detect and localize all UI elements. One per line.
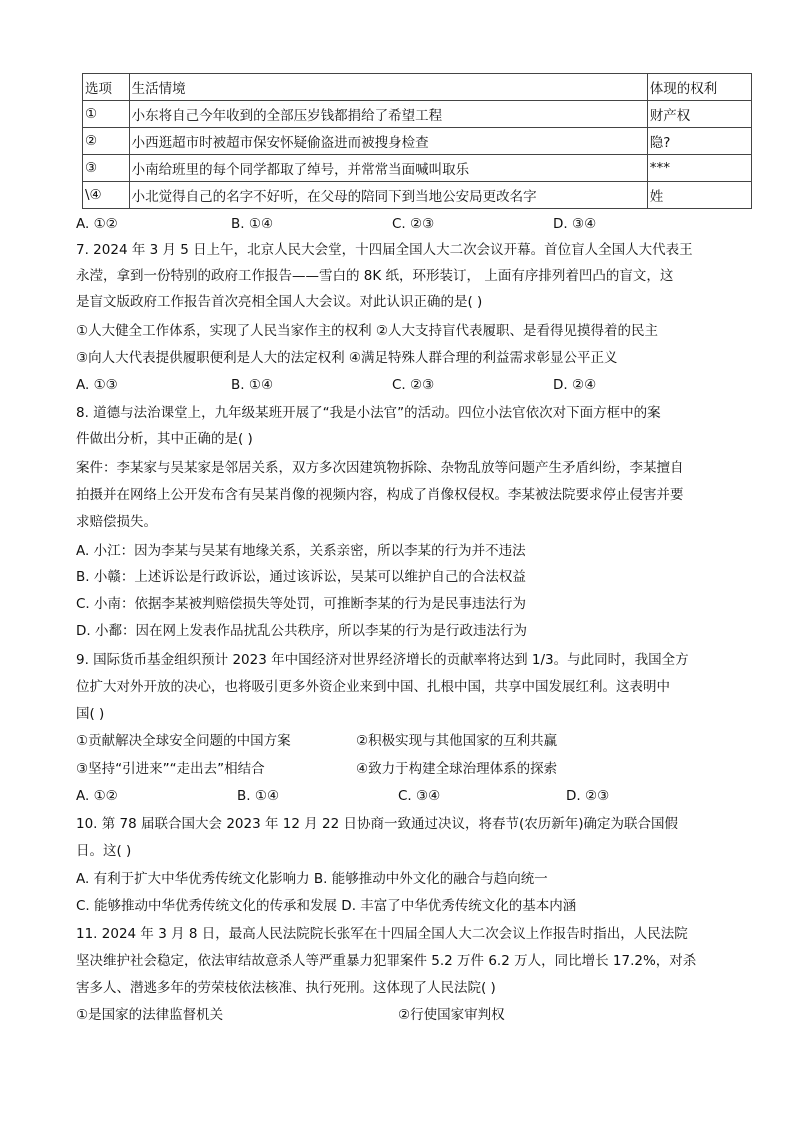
q9-stem-line: 位扩大对外开放的决心，也将吸引更多外资企业来到中国、扎根中国，共享中国发展红利。这表明中 [76,679,670,695]
table-cell: 小西逛超市时被超市保安怀疑偷盗进而被搜身检查 [129,128,647,155]
table-cell: ② [83,128,130,155]
q10-choice-ab: A. 有利于扩大中华优秀传统文化影响力 B. 能够推动中外文化的融合与趋向统一 [76,871,548,887]
table-header-row [83,74,752,101]
q8-case-line: 案件：李某家与吴某家是邻居关系，双方多次因建筑物拆除、杂物乱放等问题产生矛盾纠纷，李某擅自 [76,460,684,476]
q9-option-b: B. ①④ [237,788,280,804]
table-cell: 财产权 [647,101,751,128]
table-row [83,182,752,209]
q7-option-a: A. ①③ [76,377,118,393]
q9-option-c: C. ③④ [398,788,441,804]
q10-stem-line: 10. 第 78 届联合国大会 2023 年 12 月 22 日协商一致通过决议，将春节(农历新年)确定为联合国假 [76,816,679,832]
q6-option-c: C. ②③ [392,216,435,232]
q11-statement: ①是国家的法律监督机关 [76,1007,224,1023]
q10-stem-line: 日。这( ) [76,843,132,859]
table-cell: 隐? [647,128,751,155]
table-header-cell: 选项 [83,74,130,101]
q9-statement: ②积极实现与其他国家的互利共赢 [356,733,558,749]
q7-stem-line: 是盲文版政府工作报告首次亮相全国人大会议。对此认识正确的是( ) [76,294,483,310]
q11-stem-line: 坚决维护社会稳定，依法审结故意杀人等严重暴力犯罪案件 5.2 万件 6.2 万人，同比增长 17.2%，对杀 [76,953,697,969]
table-cell: \④ [83,182,130,209]
table-header-cell: 生活情境 [129,74,647,101]
q9-statement: ③坚持“引进来”“走出去”相结合 [76,761,265,777]
q8-choice-c: C. 小南：依据李某被判赔偿损失等处罚，可推断李某的行为是民事违法行为 [76,596,527,612]
q7-option-c: C. ②③ [392,377,435,393]
q11-stem-line: 害多人、潜逃多年的劳荣枝依法核准、执行死刑。这体现了人民法院( ) [76,980,496,996]
table-cell: 小北觉得自己的名字不好听，在父母的陪同下到当地公安局更改名字 [129,182,647,209]
q9-option-d: D. ②③ [566,788,610,804]
table-cell: 姓 [647,182,751,209]
q7-stem-line: 永滢，拿到一份特别的政府工作报告——雪白的 8K 纸，环形装订， 上面有序排列着凹凸的盲文，这 [76,268,674,284]
table-cell: ③ [83,155,130,182]
q9-stem-line: 国( ) [76,706,105,722]
q8-choice-b: B. 小赣：上述诉讼是行政诉讼，通过该诉讼，吴某可以维护自己的合法权益 [76,569,526,585]
q6-option-d: D. ③④ [553,216,597,232]
q7-statement-line: ①人大健全工作体系，实现了人民当家作主的权利 ②人大支持盲代表履职、是看得见摸得着的民主 [76,323,658,339]
q8-case-line: 求赔偿损失。 [76,514,157,530]
q7-option-d: D. ②④ [553,377,597,393]
q8-stem-line: 件做出分析，其中正确的是( ) [76,431,253,447]
q9-stem-line: 9. 国际货币基金组织预计 2023 年中国经济对世界经济增长的贡献率将达到 1/3。与此同时，我国全方 [76,652,689,668]
q8-stem-line: 8. 道德与法治课堂上，九年级某班开展了“我是小法官”的活动。四位小法官依次对下面方框中的案 [76,405,661,421]
q6-option-b: B. ①④ [231,216,274,232]
q10-choice-cd: C. 能够推动中华优秀传统文化的传承和发展 D. 丰富了中华优秀传统文化的基本内涵 [76,898,577,914]
table-header-cell: 体现的权利 [647,74,751,101]
q11-statement: ②行使国家审判权 [398,1007,505,1023]
q8-choice-a: A. 小江：因为李某与吴某有地缘关系，关系亲密，所以李某的行为并不违法 [76,543,526,559]
table-cell: 小东将自己今年收到的全部压岁钱都捐给了希望工程 [129,101,647,128]
table-cell: 小南给班里的每个同学都取了绰号，并常常当面喊叫取乐 [129,155,647,182]
q7-stem-line: 7. 2024 年 3 月 5 日上午，北京人民大会堂，十四届全国人大二次会议开幕。首位盲人全国人大代表王 [76,242,693,258]
q7-statement-line: ③向人大代表提供履职便利是人大的法定权利 ④满足特殊人群合理的利益需求彰显公平正义 [76,350,618,366]
q11-stem-line: 11. 2024 年 3 月 8 日，最高人民法院院长张军在十四届全国人大二次会议上作报告时指出，人民法院 [76,926,688,942]
q9-statement: ①贡献解决全球安全问题的中国方案 [76,733,291,749]
table-row [83,128,752,155]
q7-option-b: B. ①④ [231,377,274,393]
q6-option-a: A. ①② [76,216,118,232]
q8-choice-d: D. 小鄱：因在网上发表作品扰乱公共秩序，所以李某的行为是行政违法行为 [76,623,527,639]
q8-case-line: 拍摄并在网络上公开发布含有吴某肖像的视频内容，构成了肖像权侵权。李某被法院要求停止侵害并要 [76,487,684,503]
rights-table [82,73,752,209]
q9-option-a: A. ①② [76,788,118,804]
table-cell: ① [83,101,130,128]
table-row [83,155,752,182]
table-cell: *** [647,155,751,182]
table-row [83,101,752,128]
q9-statement: ④致力于构建全球治理体系的探索 [356,761,558,777]
